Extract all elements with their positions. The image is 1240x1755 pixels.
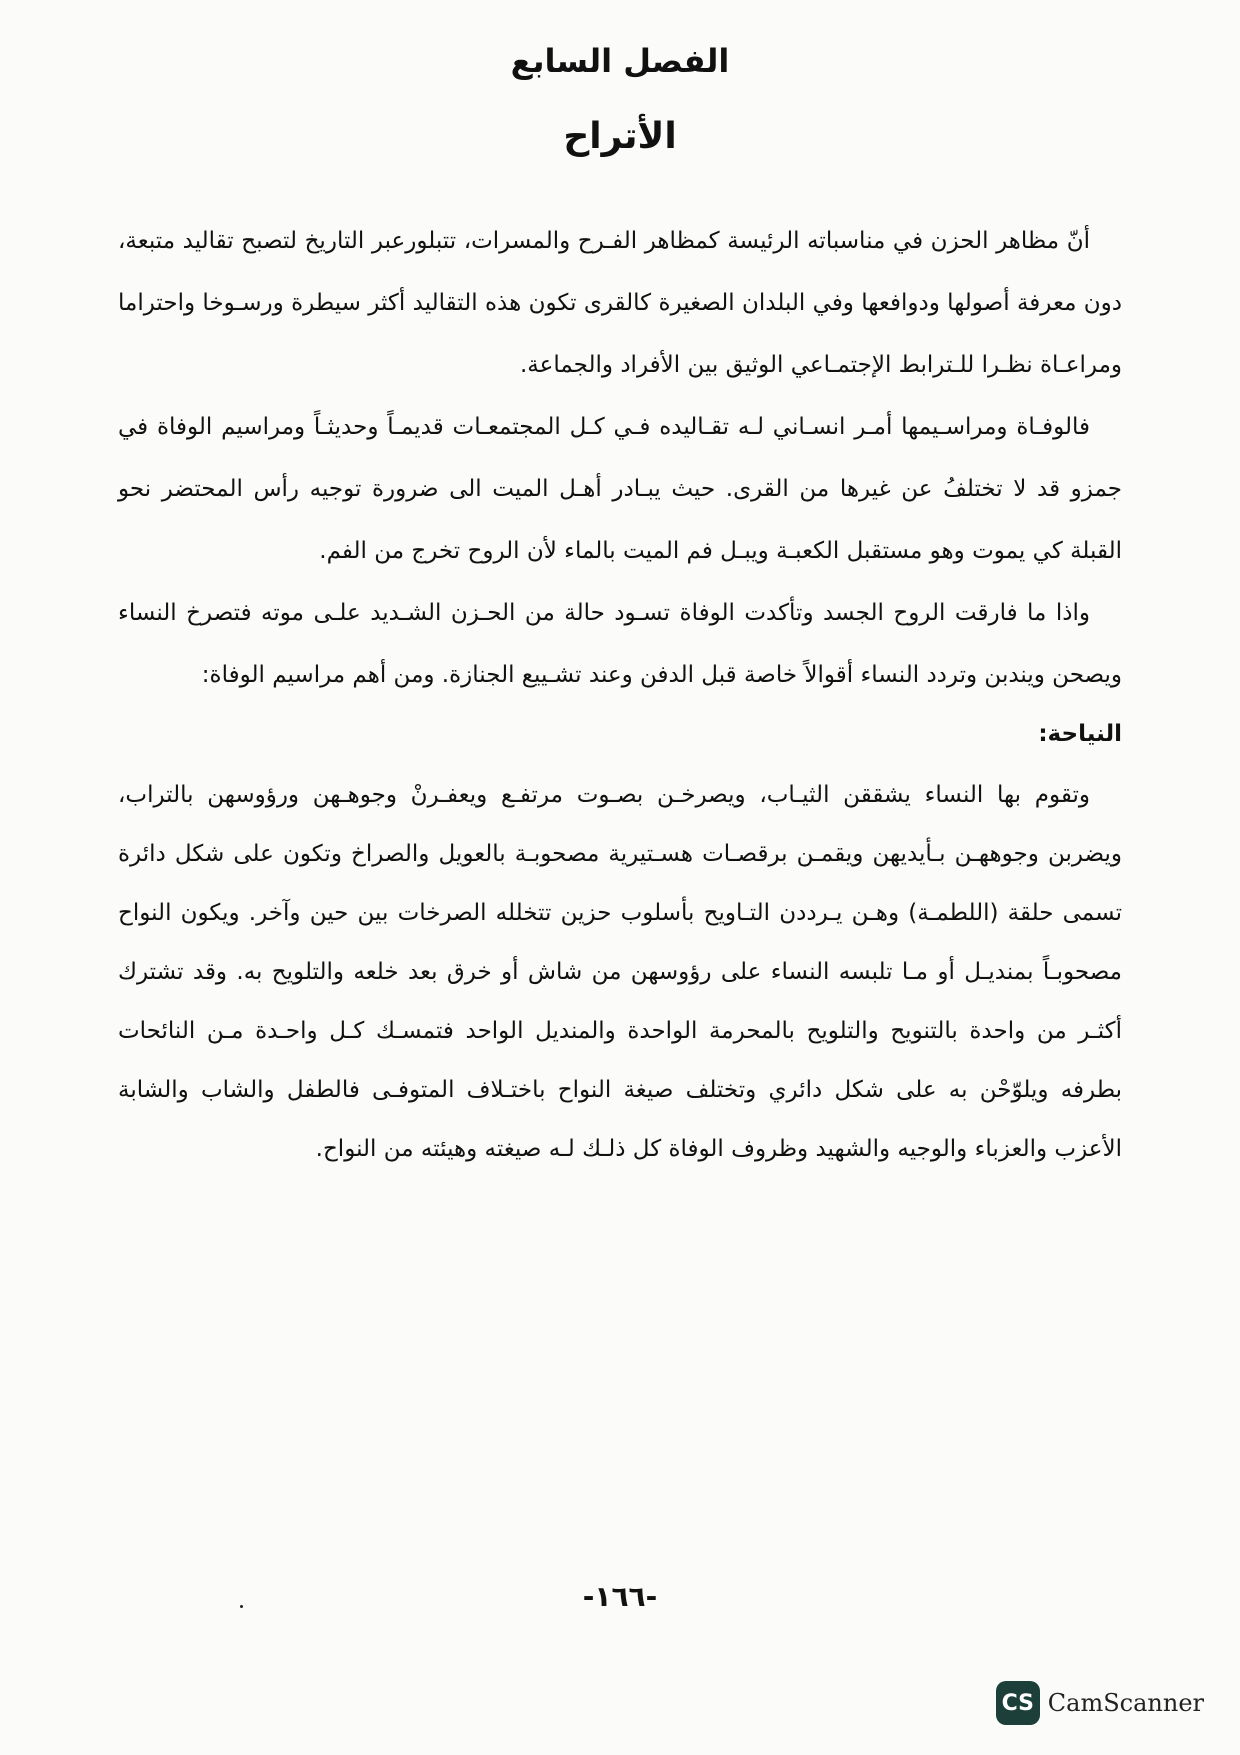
page-number: -١٦٦- <box>582 1580 658 1613</box>
paragraph-mourning: واذا ما فارقت الروح الجسد وتأكدت الوفاة تسـود حالة من الحـزن الشـديد علـى موته فتصرخ النساء ويصحن ويندبن وتردد النساء أقوالاً خاصة قبل الدفن وعند تشـييع الجنازة. ومن أهم مراسيم الوفاة: <box>118 600 1122 688</box>
camscanner-logo-icon: CS <box>996 1681 1040 1725</box>
paragraph-niyaha: وتقوم بها النساء يشققن الثيـاب، ويصرخـن بصـوت مرتفـع ويعفـرنْ وجوهـهن ورؤوسهن بالتراب، ويضربن وجوههـن بـأيديهن ويقمـن برقصـات هسـتيرية مصحوبـة بالعويل والصراخ وتكون على شكل دائرة تسمى حلقة (اللطمـة) وهـن يـرددن التـاويح بأسلوب حزين تتخلله الصرخات بين حين وآخر. ويكون النواح مصحوبـاً بمنديـل أو مـا تلبسه النساء على رؤوسهن من شاش أو خرق بعد خلعه والتلويح به. وقد تشترك أكثـر من واحدة بالتنويح والتلويح بالمحرمة الواحدة والمنديل الواحد فتمسـك كـل واحـدة مـن النائحات بطرفه ويلوّحْن به على شكل دائري وتختلف صيغة النواح باختـلاف المتوفـى فالطفل والشاب والشابة الأعزب والعزباء والوجيه والشهيد وظروف الوفاة كل ذلـك لـه صيغته وهيئته من النواح. <box>118 782 1122 1162</box>
paragraph-intro: أنّ مظاهر الحزن في مناسباته الرئيسة كمظاهر الفـرح والمسرات، تتبلورعبر التاريخ لتصبح تقاليد متبعة، دون معرفة أصولها ودوافعها وفي البلدان الصغيرة كالقرى تكون هذه التقاليد أكثر سيطرة ورسـوخا واحتراما ومراعـاة نظـرا للـترابط الإجتمـاعي الوثيق بين الأفراد والجماعة. <box>118 228 1122 378</box>
chapter-title: الأتراح <box>563 116 677 157</box>
camscanner-watermark <box>996 1681 1204 1725</box>
chapter-label: الفصل السابع <box>510 42 730 80</box>
paragraph-death-rituals: فالوفـاة ومراسـيمها أمـر انسـاني لـه تقـاليده فـي كـل المجتمعـات قديمـاً وحديثـاً ومراسيم الوفاة في جمزو قد لا تختلفُ عن غيرها من القرى. حيث يبـادر أهـل الميت الى ضرورة توجيه رأس المحتضر نحو القبلة كي يموت وهو مستقبل الكعبـة ويبـل فم الميت بالماء لأن الروح تخرج من الفم. <box>118 414 1122 564</box>
camscanner-name: CamScanner <box>1047 1689 1204 1717</box>
section-heading: النياحة: <box>1038 721 1122 747</box>
body-text <box>118 210 1122 1179</box>
stray-dot <box>240 1605 243 1608</box>
